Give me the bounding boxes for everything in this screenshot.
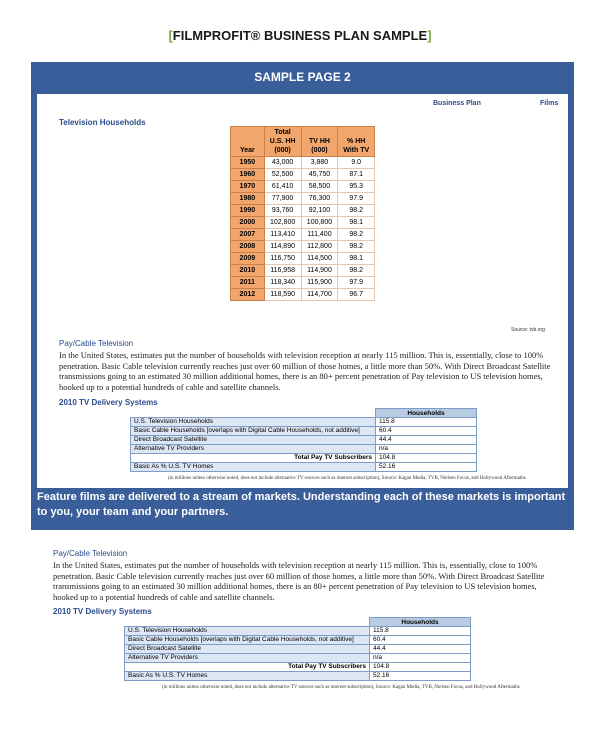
delivery-value: n/a	[376, 445, 477, 454]
tv-cell-tvhh: 100,800	[301, 217, 338, 229]
tv-row	[231, 193, 375, 205]
tv-cell-pct: 98.2	[338, 241, 375, 253]
sample-page-header: SAMPLE PAGE 2	[254, 70, 351, 84]
tv-cell-total: 93,760	[264, 205, 301, 217]
delivery-row	[125, 645, 471, 654]
tv-cell-tvhh: 45,750	[301, 169, 338, 181]
tv-source: Source: tvb.org	[511, 327, 545, 333]
delivery-row	[131, 418, 477, 427]
tv-cell-pct: 87.1	[338, 169, 375, 181]
tv-cell-total: 43,000	[264, 157, 301, 169]
delivery-value: 44.4	[370, 645, 471, 654]
delivery-row	[131, 454, 477, 463]
tv-cell-tvhh: 114,900	[301, 265, 338, 277]
tv-row	[231, 229, 375, 241]
col-year: Year	[231, 127, 265, 157]
col-pct: % HH With TV	[338, 127, 375, 157]
delivery-value: 115.8	[370, 627, 471, 636]
delivery-row	[131, 427, 477, 436]
tv-cell-year: 2011	[231, 277, 265, 289]
delivery-label: Total Pay TV Subscribers	[125, 663, 370, 672]
delivery-value: 52.16	[376, 463, 477, 472]
delivery-label: Basic As % U.S. TV Homes	[131, 463, 376, 472]
tv-cell-tvhh: 111,400	[301, 229, 338, 241]
delivery-label: Direct Broadcast Satellite	[125, 645, 370, 654]
delivery-label: Basic As % U.S. TV Homes	[125, 672, 370, 681]
tv-row	[231, 169, 375, 181]
delivery-value: 115.8	[376, 418, 477, 427]
tv-cell-pct: 95.3	[338, 181, 375, 193]
delivery-row	[125, 654, 471, 663]
tv-row	[231, 157, 375, 169]
tv-row	[231, 241, 375, 253]
tv-cell-pct: 97.9	[338, 277, 375, 289]
tv-cell-total: 52,500	[264, 169, 301, 181]
tv-cell-tvhh: 112,800	[301, 241, 338, 253]
tv-row	[231, 277, 375, 289]
tv-cell-total: 116,958	[264, 265, 301, 277]
tv-cell-year: 2000	[231, 217, 265, 229]
delivery-label: U.S. Television Households	[125, 627, 370, 636]
tv-cell-tvhh: 3,880	[301, 157, 338, 169]
tv-row	[231, 181, 375, 193]
col-tvhh: TV HH (000)	[301, 127, 338, 157]
delivery-value: 44.4	[376, 436, 477, 445]
tv-cell-tvhh: 76,300	[301, 193, 338, 205]
delivery-row	[125, 636, 471, 645]
tv-cell-total: 114,890	[264, 241, 301, 253]
delivery-row	[131, 436, 477, 445]
delivery-label: Basic Cable Households [overlaps with Digital Cable Households, not additive]	[131, 427, 376, 436]
tv-cell-total: 113,410	[264, 229, 301, 241]
delivery-row	[131, 463, 477, 472]
business-plan-link[interactable]: Business Plan	[433, 100, 481, 107]
delivery-title-2: 2010 TV Delivery Systems	[53, 607, 152, 616]
sample-page-content	[37, 94, 568, 488]
tv-cell-total: 118,590	[264, 289, 301, 301]
tv-row	[231, 205, 375, 217]
delivery-value: 60.4	[376, 427, 477, 436]
delivery-label: Alternative TV Providers	[125, 654, 370, 663]
tv-cell-year: 2010	[231, 265, 265, 277]
tv-cell-year: 2009	[231, 253, 265, 265]
delivery-value: 104.8	[370, 663, 471, 672]
tv-cell-total: 118,340	[264, 277, 301, 289]
delivery-label: Basic Cable Households [overlaps with Digital Cable Households, not additive]	[125, 636, 370, 645]
tv-cell-year: 2007	[231, 229, 265, 241]
feature-callout: Feature films are delivered to a stream of markets. Understanding each of these markets is important to you, your team and your partners.	[37, 491, 566, 518]
tv-cell-pct: 98.2	[338, 205, 375, 217]
tv-cell-total: 77,900	[264, 193, 301, 205]
tv-cell-total: 116,750	[264, 253, 301, 265]
tv-cell-year: 1980	[231, 193, 265, 205]
tv-cell-pct: 98.1	[338, 217, 375, 229]
pay-cable-heading-2: Pay/Cable Television	[53, 549, 128, 558]
delivery-row	[125, 672, 471, 681]
tv-cell-tvhh: 92,100	[301, 205, 338, 217]
sample-frame	[31, 62, 574, 530]
tv-cell-year: 2012	[231, 289, 265, 301]
delivery-value: 52.16	[370, 672, 471, 681]
delivery-footnote: (in millions unless otherwise noted, does not include alternative TV sources such as internet subscription), Source: Kagan Media, TVB, Nielsen Focus, and Hollywood Aftermaths	[168, 476, 526, 481]
pay-cable-heading: Pay/Cable Television	[59, 339, 134, 348]
tv-cell-tvhh: 114,700	[301, 289, 338, 301]
page-title: [FILMPROFIT® BUSINESS PLAN SAMPLE]	[168, 28, 432, 43]
tv-cell-year: 1960	[231, 169, 265, 181]
delivery-table	[130, 408, 477, 472]
delivery-label: Direct Broadcast Satellite	[131, 436, 376, 445]
col-total: Total U.S. HH (000)	[264, 127, 301, 157]
tv-cell-pct: 98.2	[338, 229, 375, 241]
films-link[interactable]: Films	[540, 100, 559, 107]
tv-cell-tvhh: 114,500	[301, 253, 338, 265]
tv-row	[231, 265, 375, 277]
delivery-row	[131, 445, 477, 454]
delivery-value: 60.4	[370, 636, 471, 645]
delivery-row	[125, 627, 471, 636]
tv-cell-tvhh: 115,900	[301, 277, 338, 289]
delivery-value: n/a	[370, 654, 471, 663]
tv-row	[231, 253, 375, 265]
tv-households-heading: Television Households	[59, 118, 146, 127]
tv-cell-tvhh: 58,500	[301, 181, 338, 193]
tv-cell-year: 1990	[231, 205, 265, 217]
delivery-label: U.S. Television Households	[131, 418, 376, 427]
tv-cell-year: 1950	[231, 157, 265, 169]
delivery-value: 104.8	[376, 454, 477, 463]
tv-cell-pct: 97.9	[338, 193, 375, 205]
tv-cell-year: 2008	[231, 241, 265, 253]
households-header-2: Households	[370, 618, 471, 627]
tv-cell-pct: 9.0	[338, 157, 375, 169]
tv-cell-total: 61,410	[264, 181, 301, 193]
delivery-row	[125, 663, 471, 672]
tv-cell-pct: 98.2	[338, 265, 375, 277]
tv-row	[231, 217, 375, 229]
delivery-label: Total Pay TV Subscribers	[131, 454, 376, 463]
pay-cable-text: In the United States, estimates put the number of households with television reception at nearly 115 million. This is, essentially, close to 100% penetration. Basic Cable television currently reaches just over 60 million of those homes, a little more than 50%. With Direct Broadcast Satellite transmissions going to an estimated 30 million additional homes, there is an 80+ percent penetration of Pay television to US television homes, hooked up to a potential hundreds of cable and satellite channels.	[59, 350, 551, 392]
tv-cell-pct: 98.1	[338, 253, 375, 265]
pay-cable-text-2: In the United States, estimates put the number of households with television reception at nearly 115 million. This is, essentially, close to 100% penetration. Basic Cable television currently reaches just over 60 million of those homes, a little more than 50%. With Direct Broadcast Satellite transmissions going to an estimated 30 million additional homes, there is an 80+ percent penetration of Pay television to US television homes, hooked up to a potential hundreds of cable and satellite channels.	[53, 560, 545, 602]
tv-cell-pct: 96.7	[338, 289, 375, 301]
delivery-table-2	[124, 617, 471, 681]
tv-households-table	[230, 126, 375, 301]
delivery-footnote-2: (in millions unless otherwise noted, does not include alternative TV sources such as internet subscription), Source: Kagan Media, TVB, Nielsen Focus, and Hollywood Aftermaths	[162, 685, 520, 690]
tv-cell-year: 1970	[231, 181, 265, 193]
tv-row	[231, 289, 375, 301]
households-header: Households	[376, 409, 477, 418]
delivery-title: 2010 TV Delivery Systems	[59, 398, 158, 407]
tv-cell-total: 102,800	[264, 217, 301, 229]
delivery-label: Alternative TV Providers	[131, 445, 376, 454]
